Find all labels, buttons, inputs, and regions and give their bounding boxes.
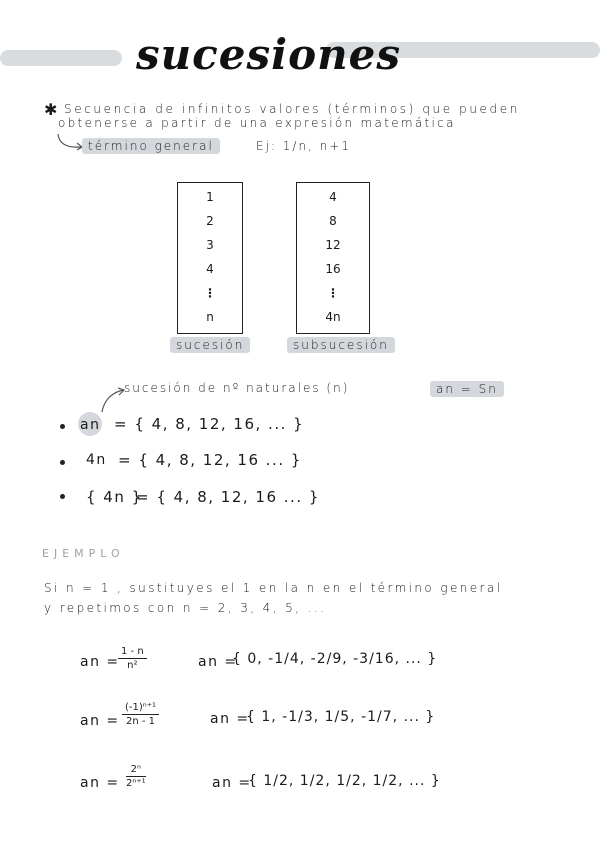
general-term-example: Ej: 1/n, n+1 — [256, 139, 351, 153]
example-3-result: { 1/2, 1/2, 1/2, 1/2, ... } — [248, 773, 441, 789]
subsucesion-term: 16 — [325, 262, 341, 276]
asterisk-icon: ✱ — [44, 100, 58, 119]
sucesion-term: 3 — [206, 238, 214, 252]
subsucesion-term: 4 — [329, 190, 337, 204]
bullet-dot — [60, 424, 65, 429]
example-3-fraction — [126, 764, 146, 789]
example-2-numerator: (-1)ⁿ⁺¹ — [122, 702, 159, 715]
example-1-fraction — [118, 646, 147, 671]
example-3-denominator: 2ⁿ⁺¹ — [126, 778, 146, 789]
example-2-result-lhs: an = — [210, 711, 250, 727]
example-2-result: { 1, -1/3, 1/5, -1/7, ... } — [246, 709, 436, 725]
curved-arrow-icon — [98, 386, 126, 414]
curved-arrow-icon — [55, 130, 85, 154]
ejemplo-heading: EJEMPLO — [42, 547, 125, 560]
example-3-numerator: 2ⁿ — [126, 764, 146, 777]
subsucesion-term: ⋮ — [327, 286, 339, 300]
bullet-2-lhs: 4n — [86, 452, 107, 468]
subsucesion-label: subsucesión — [287, 337, 395, 353]
sucesion-term: n — [206, 310, 214, 324]
definition-line-2: obtenerse a partir de una expresión matemática — [58, 116, 456, 130]
example-1-denominator: n² — [127, 660, 138, 671]
example-2-denominator: 2n - 1 — [126, 716, 156, 727]
ejemplo-line-2: y repetimos con n = 2, 3, 4, 5, ... — [44, 601, 327, 615]
naturals-note: sucesión de nº naturales (n) — [124, 381, 350, 395]
bullet-2-rhs: = { 4, 8, 12, 16 ... } — [118, 451, 302, 469]
bullet-dot — [60, 460, 65, 465]
bullet-dot — [60, 494, 65, 499]
sucesion-column — [177, 182, 243, 334]
page-title: sucesiones — [136, 30, 401, 79]
subsucesion-term: 12 — [325, 238, 341, 252]
title-bar-left — [0, 50, 122, 66]
example-1-result: { 0, -1/4, -2/9, -3/16, ... } — [232, 651, 438, 667]
subsucesion-term: 4n — [325, 310, 341, 324]
general-term-label: término general — [82, 138, 220, 154]
subsucesion-term: 8 — [329, 214, 337, 228]
example-3-result-lhs: an = — [212, 775, 252, 791]
sucesion-term: 4 — [206, 262, 214, 276]
bullet-1-lhs: an — [80, 417, 101, 433]
bullet-3-rhs: = { 4, 8, 12, 16 ... } — [136, 488, 320, 506]
definition-line-1: Secuencia de infinitos valores (términos) que pueden — [64, 102, 520, 116]
example-1-result-lhs: an = — [198, 654, 238, 670]
example-2-lhs: an = — [80, 713, 120, 729]
bullet-1-rhs: = { 4, 8, 12, 16, ... } — [114, 415, 305, 433]
sucesion-term: 2 — [206, 214, 214, 228]
sn-box: an = Sn — [430, 381, 504, 397]
ejemplo-line-1: Si n = 1 , sustituyes el 1 en la n en el término general — [44, 581, 503, 595]
sucesion-label: sucesión — [170, 337, 250, 353]
example-3-lhs: an = — [80, 775, 120, 791]
subsucesion-column — [296, 182, 370, 334]
example-1-numerator: 1 - n — [118, 646, 147, 659]
example-2-fraction — [122, 702, 159, 727]
sucesion-term: 1 — [206, 190, 214, 204]
example-1-lhs: an = — [80, 654, 120, 670]
bullet-3-lhs: { 4n } — [86, 488, 143, 506]
sucesion-term: ⋮ — [204, 286, 216, 300]
